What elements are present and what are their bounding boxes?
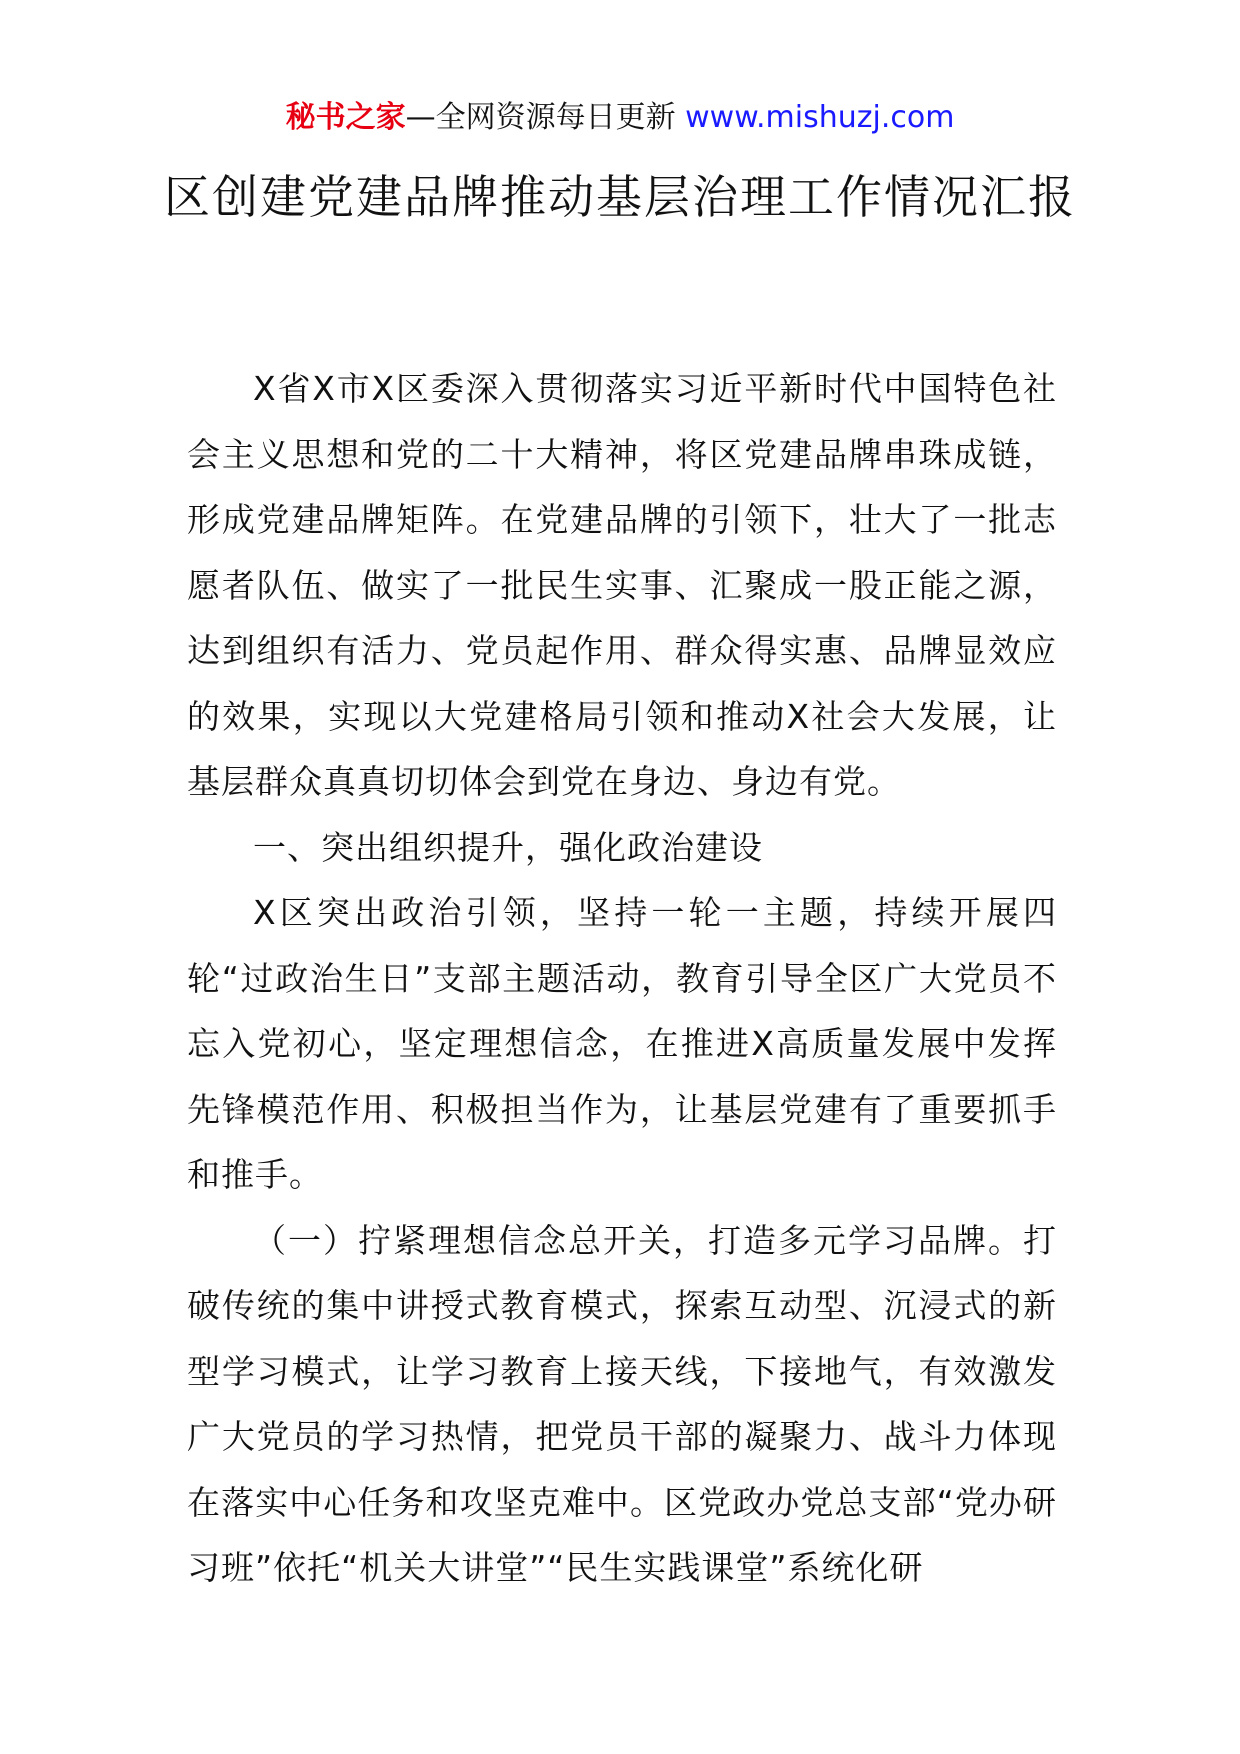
brand-name: 秘书之家 (285, 100, 406, 135)
section-heading: 一、突出组织提升，强化政治建设 (253, 827, 763, 867)
site-url[interactable]: www.mishuzj.com (685, 100, 955, 135)
site-header (0, 98, 1240, 138)
document-body (187, 356, 1057, 1601)
subsection-paragraph: （一）拧紧理想信念总开关，打造多元学习品牌。打破传统的集中讲授式教育模式，探索互动型、沉浸式的新型学习模式，让学习教育上接天线，下接地气，有效激发广大党员的学习热情，把党员干部的凝聚力、战斗力体现在落实中心任务和攻坚克难中。区党政办党总支部“党办研习班”依托“机关大讲堂”“民生实践课堂”系统化研 (187, 1220, 1057, 1587)
header-tagline: —全网资源每日更新 (405, 100, 686, 135)
section-paragraph: X区突出政治引领，坚持一轮一主题，持续开展四轮“过政治生日”支部主题活动，教育引导全区广大党员不忘入党初心，坚定理想信念，在推进X高质量发展中发挥先锋模范作用、积极担当作为，让基层党建有了重要抓手和推手。 (187, 893, 1057, 1194)
document-title: 区创建党建品牌推动基层治理工作情况汇报 (164, 170, 1076, 224)
intro-paragraph: X省X市X区委深入贯彻落实习近平新时代中国特色社会主义思想和党的二十大精神，将区党建品牌串珠成链，形成党建品牌矩阵。在党建品牌的引领下，壮大了一批志愿者队伍、做实了一批民生实事、汇聚成一股正能之源，达到组织有活力、党员起作用、群众得实惠、品牌显效应的效果，实现以大党建格局引领和推动X社会大发展，让基层群众真真切切体会到党在身边、身边有党。 (187, 369, 1057, 801)
